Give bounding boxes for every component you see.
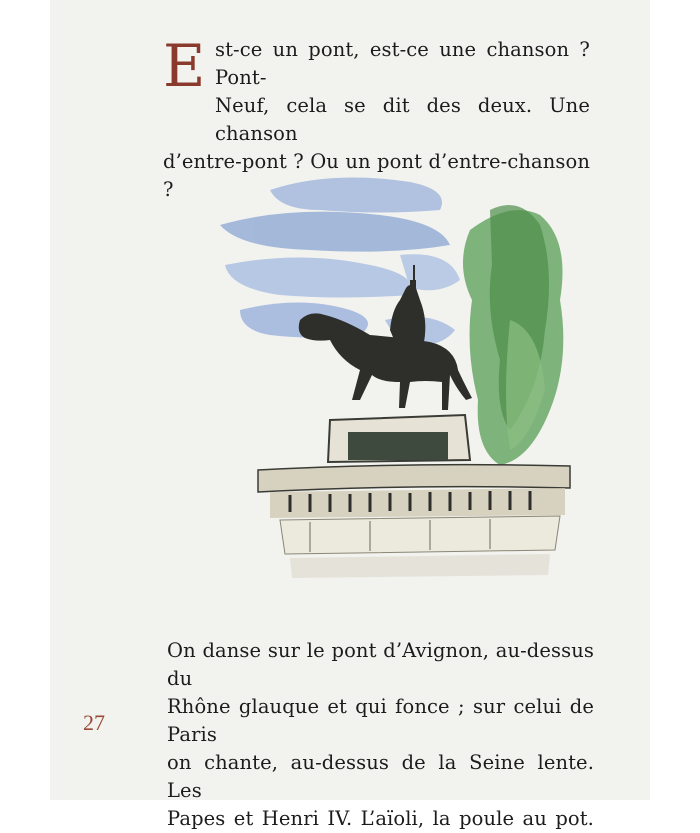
text-line: On danse sur le pont d’Avignon, au-dessus du xyxy=(167,639,594,690)
drop-cap: E xyxy=(163,32,206,100)
text-line: Papes et Henri IV. L’aïoli, la poule au pot. xyxy=(167,807,594,830)
text-line: on chante, au-dessus de la Seine lente. Les xyxy=(167,751,594,802)
text-line: Rhône glauque et qui fonce ; sur celui de Paris xyxy=(167,695,594,746)
text-line: d’entre-pont ? Ou un pont d’entre-chanson ? xyxy=(163,150,590,201)
text-line: st-ce un pont, est-ce une chanson ? Pont- xyxy=(215,38,590,89)
illustration xyxy=(210,170,590,590)
text-line: Neuf, cela se dit des deux. Une chanson xyxy=(215,94,590,145)
bottom-paragraph xyxy=(167,637,594,833)
page-number: 27 xyxy=(83,710,105,735)
foliage xyxy=(463,205,563,465)
book-page xyxy=(50,0,650,830)
